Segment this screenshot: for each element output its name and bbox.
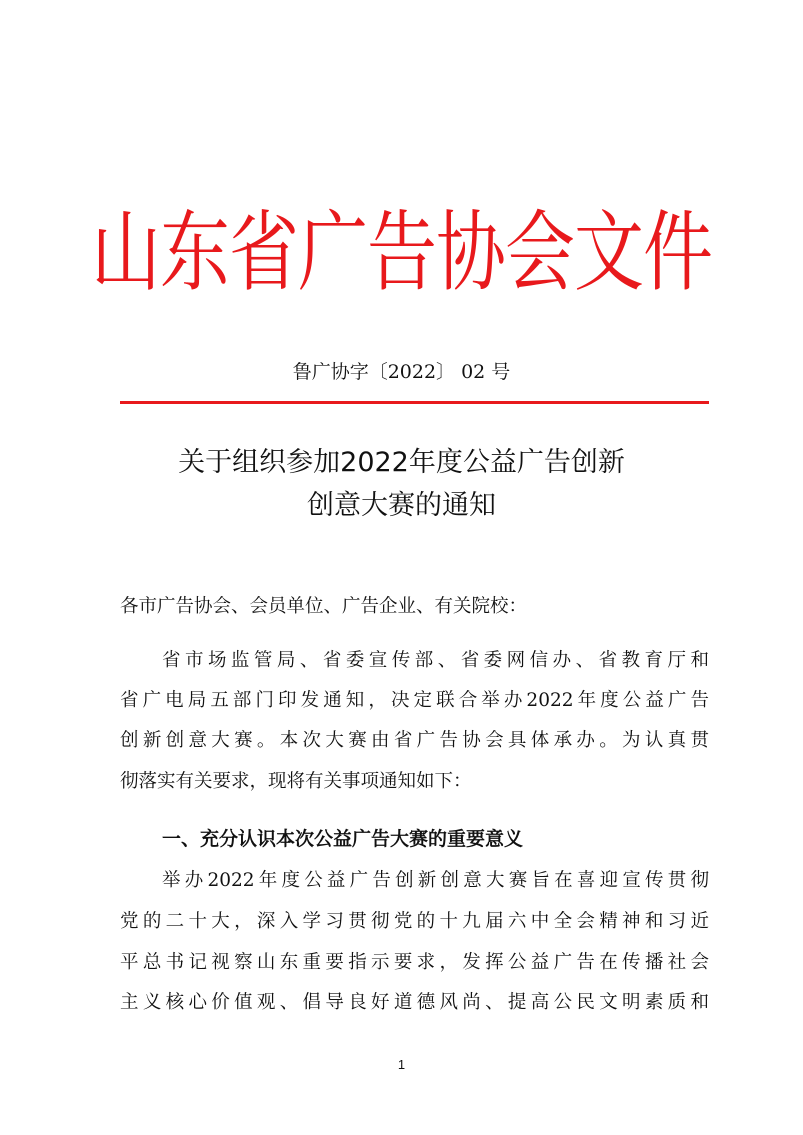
document-header-title: 山东省广告协会文件 — [91, 201, 712, 304]
salutation: 各市广告协会、会员单位、广告企业、有关院校： — [120, 596, 528, 617]
paragraph-2-line-2: 党的二十大，深入学习贯彻党的十九届六中全会精神和习近 — [120, 911, 709, 932]
paragraph-2-line-1: 举办2022年度公益广告创新创意大赛旨在喜迎宣传贯彻 — [162, 870, 709, 891]
paragraph-1-line-2: 省广电局五部门印发通知，决定联合举办2022年度公益广告 — [120, 690, 709, 711]
paragraph-2-line-3: 平总书记视察山东重要指示要求，发挥公益广告在传播社会 — [120, 952, 709, 973]
section-1-heading: 一、充分认识本次公益广告大赛的重要意义 — [162, 828, 524, 850]
notice-title-line-2: 创意大赛的通知 — [307, 490, 496, 521]
document-number: 鲁广协字〔2022〕 02 号 — [292, 361, 511, 383]
paragraph-1-line-3: 创新创意大赛。本次大赛由省广告协会具体承办。为认真贯 — [120, 730, 709, 751]
paragraph-2-line-4: 主义核心价值观、倡导良好道德风尚、提高公民文明素质和 — [120, 992, 709, 1013]
page-number: 1 — [397, 1057, 406, 1072]
red-divider-line — [120, 401, 709, 404]
paragraph-1-line-1: 省市场监管局、省委宣传部、省委网信办、省教育厅和 — [162, 650, 709, 671]
paragraph-1-line-4: 彻落实有关要求，现将有关事项通知如下： — [120, 771, 472, 792]
notice-title-line-1: 关于组织参加2022年度公益广告创新 — [178, 447, 625, 478]
